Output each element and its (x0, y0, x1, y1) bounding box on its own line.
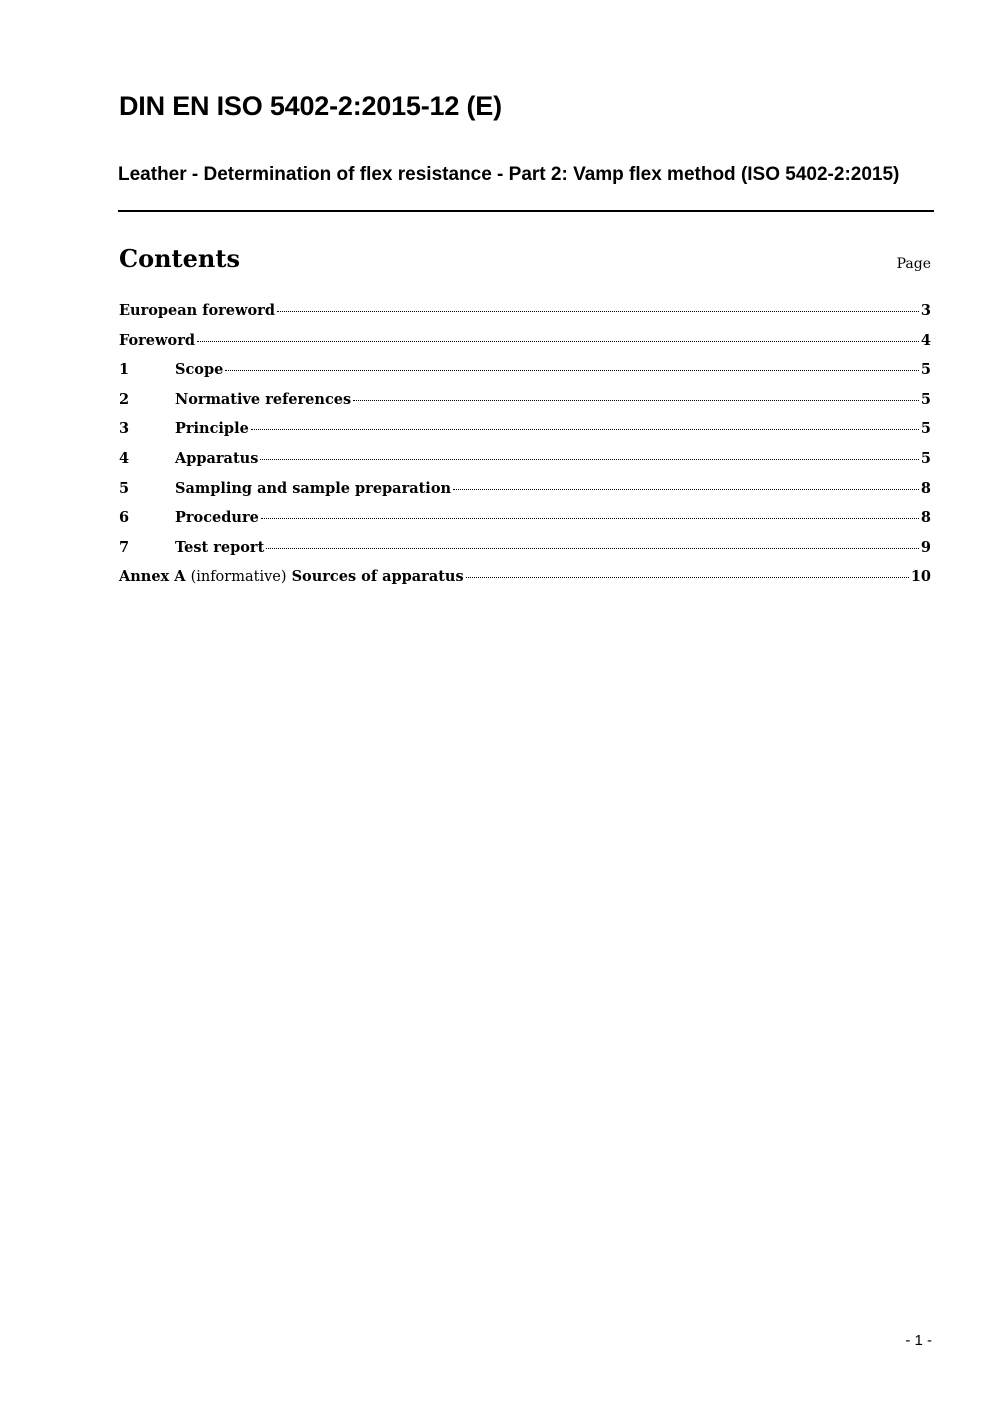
toc-entry-title: Scope (175, 361, 224, 379)
toc-dot-leader (353, 400, 919, 401)
toc-entry-test-report[interactable] (119, 539, 931, 569)
toc-page-number: 5 (920, 420, 931, 438)
document-title: Leather - Determination of flex resistance - Part 2: Vamp flex method (ISO 5402-2:2015) (118, 164, 900, 185)
toc-page-number: 5 (920, 390, 931, 408)
toc-dot-leader (266, 548, 919, 549)
annex-label: Annex A (119, 568, 191, 586)
toc-entry-annex-a[interactable] (119, 568, 931, 598)
toc-page-number: 4 (920, 331, 931, 349)
toc-clause-number: 7 (119, 538, 130, 556)
toc-page-number: 9 (920, 538, 931, 556)
toc-dot-leader (225, 370, 919, 371)
toc-dot-leader (466, 577, 909, 578)
toc-entry-title: Apparatus (175, 449, 259, 467)
toc-entry-procedure[interactable] (119, 509, 931, 539)
toc-entry-title: Sampling and sample preparation (175, 479, 452, 497)
toc-entry-principle[interactable] (119, 420, 931, 450)
toc-clause-number: 2 (119, 390, 130, 408)
toc-dot-leader (260, 459, 919, 460)
toc-clause-number: 4 (119, 449, 130, 467)
toc-dot-leader (277, 311, 919, 312)
toc-entry-title: Procedure (175, 509, 259, 527)
toc-page-number: 5 (920, 449, 931, 467)
toc-entry-title: Test report (175, 538, 265, 556)
document-id: DIN EN ISO 5402-2:2015-12 (E) (119, 91, 502, 121)
toc-page-number: 3 (920, 302, 931, 319)
toc-dot-leader (261, 518, 919, 519)
table-of-contents (119, 302, 931, 598)
toc-entry-title: Normative references (175, 390, 352, 408)
toc-page-number: 8 (920, 479, 931, 497)
toc-entry-sampling[interactable] (119, 480, 931, 510)
toc-clause-number: 1 (119, 361, 130, 379)
toc-entry-apparatus[interactable] (119, 450, 931, 480)
toc-entry-title: Principle (175, 420, 249, 438)
toc-entry-european-foreword[interactable] (119, 302, 931, 332)
toc-entry-foreword[interactable] (119, 332, 931, 362)
annex-informative-label: (informative) (190, 569, 287, 586)
toc-entry-normative-references[interactable] (119, 391, 931, 421)
toc-page-number: 8 (920, 509, 931, 527)
toc-clause-number: 5 (119, 479, 130, 497)
toc-dot-leader (197, 341, 919, 342)
toc-clause-number: 6 (119, 509, 130, 527)
toc-page-number: 10 (910, 568, 931, 586)
toc-page-number: 5 (920, 361, 931, 379)
annex-title: Sources of apparatus (286, 568, 464, 586)
toc-entry-title: European foreword (119, 302, 275, 319)
toc-entry-title: Foreword (119, 331, 195, 349)
toc-clause-number: 3 (119, 420, 130, 438)
page-column-label: Page (896, 256, 931, 272)
footer-page-number: - 1 - (905, 1332, 932, 1349)
toc-entry-scope[interactable] (119, 361, 931, 391)
toc-dot-leader (251, 429, 919, 430)
toc-dot-leader (453, 489, 919, 490)
toc-entry-title (119, 568, 464, 585)
title-divider (118, 210, 934, 212)
contents-heading: Contents (119, 244, 240, 273)
